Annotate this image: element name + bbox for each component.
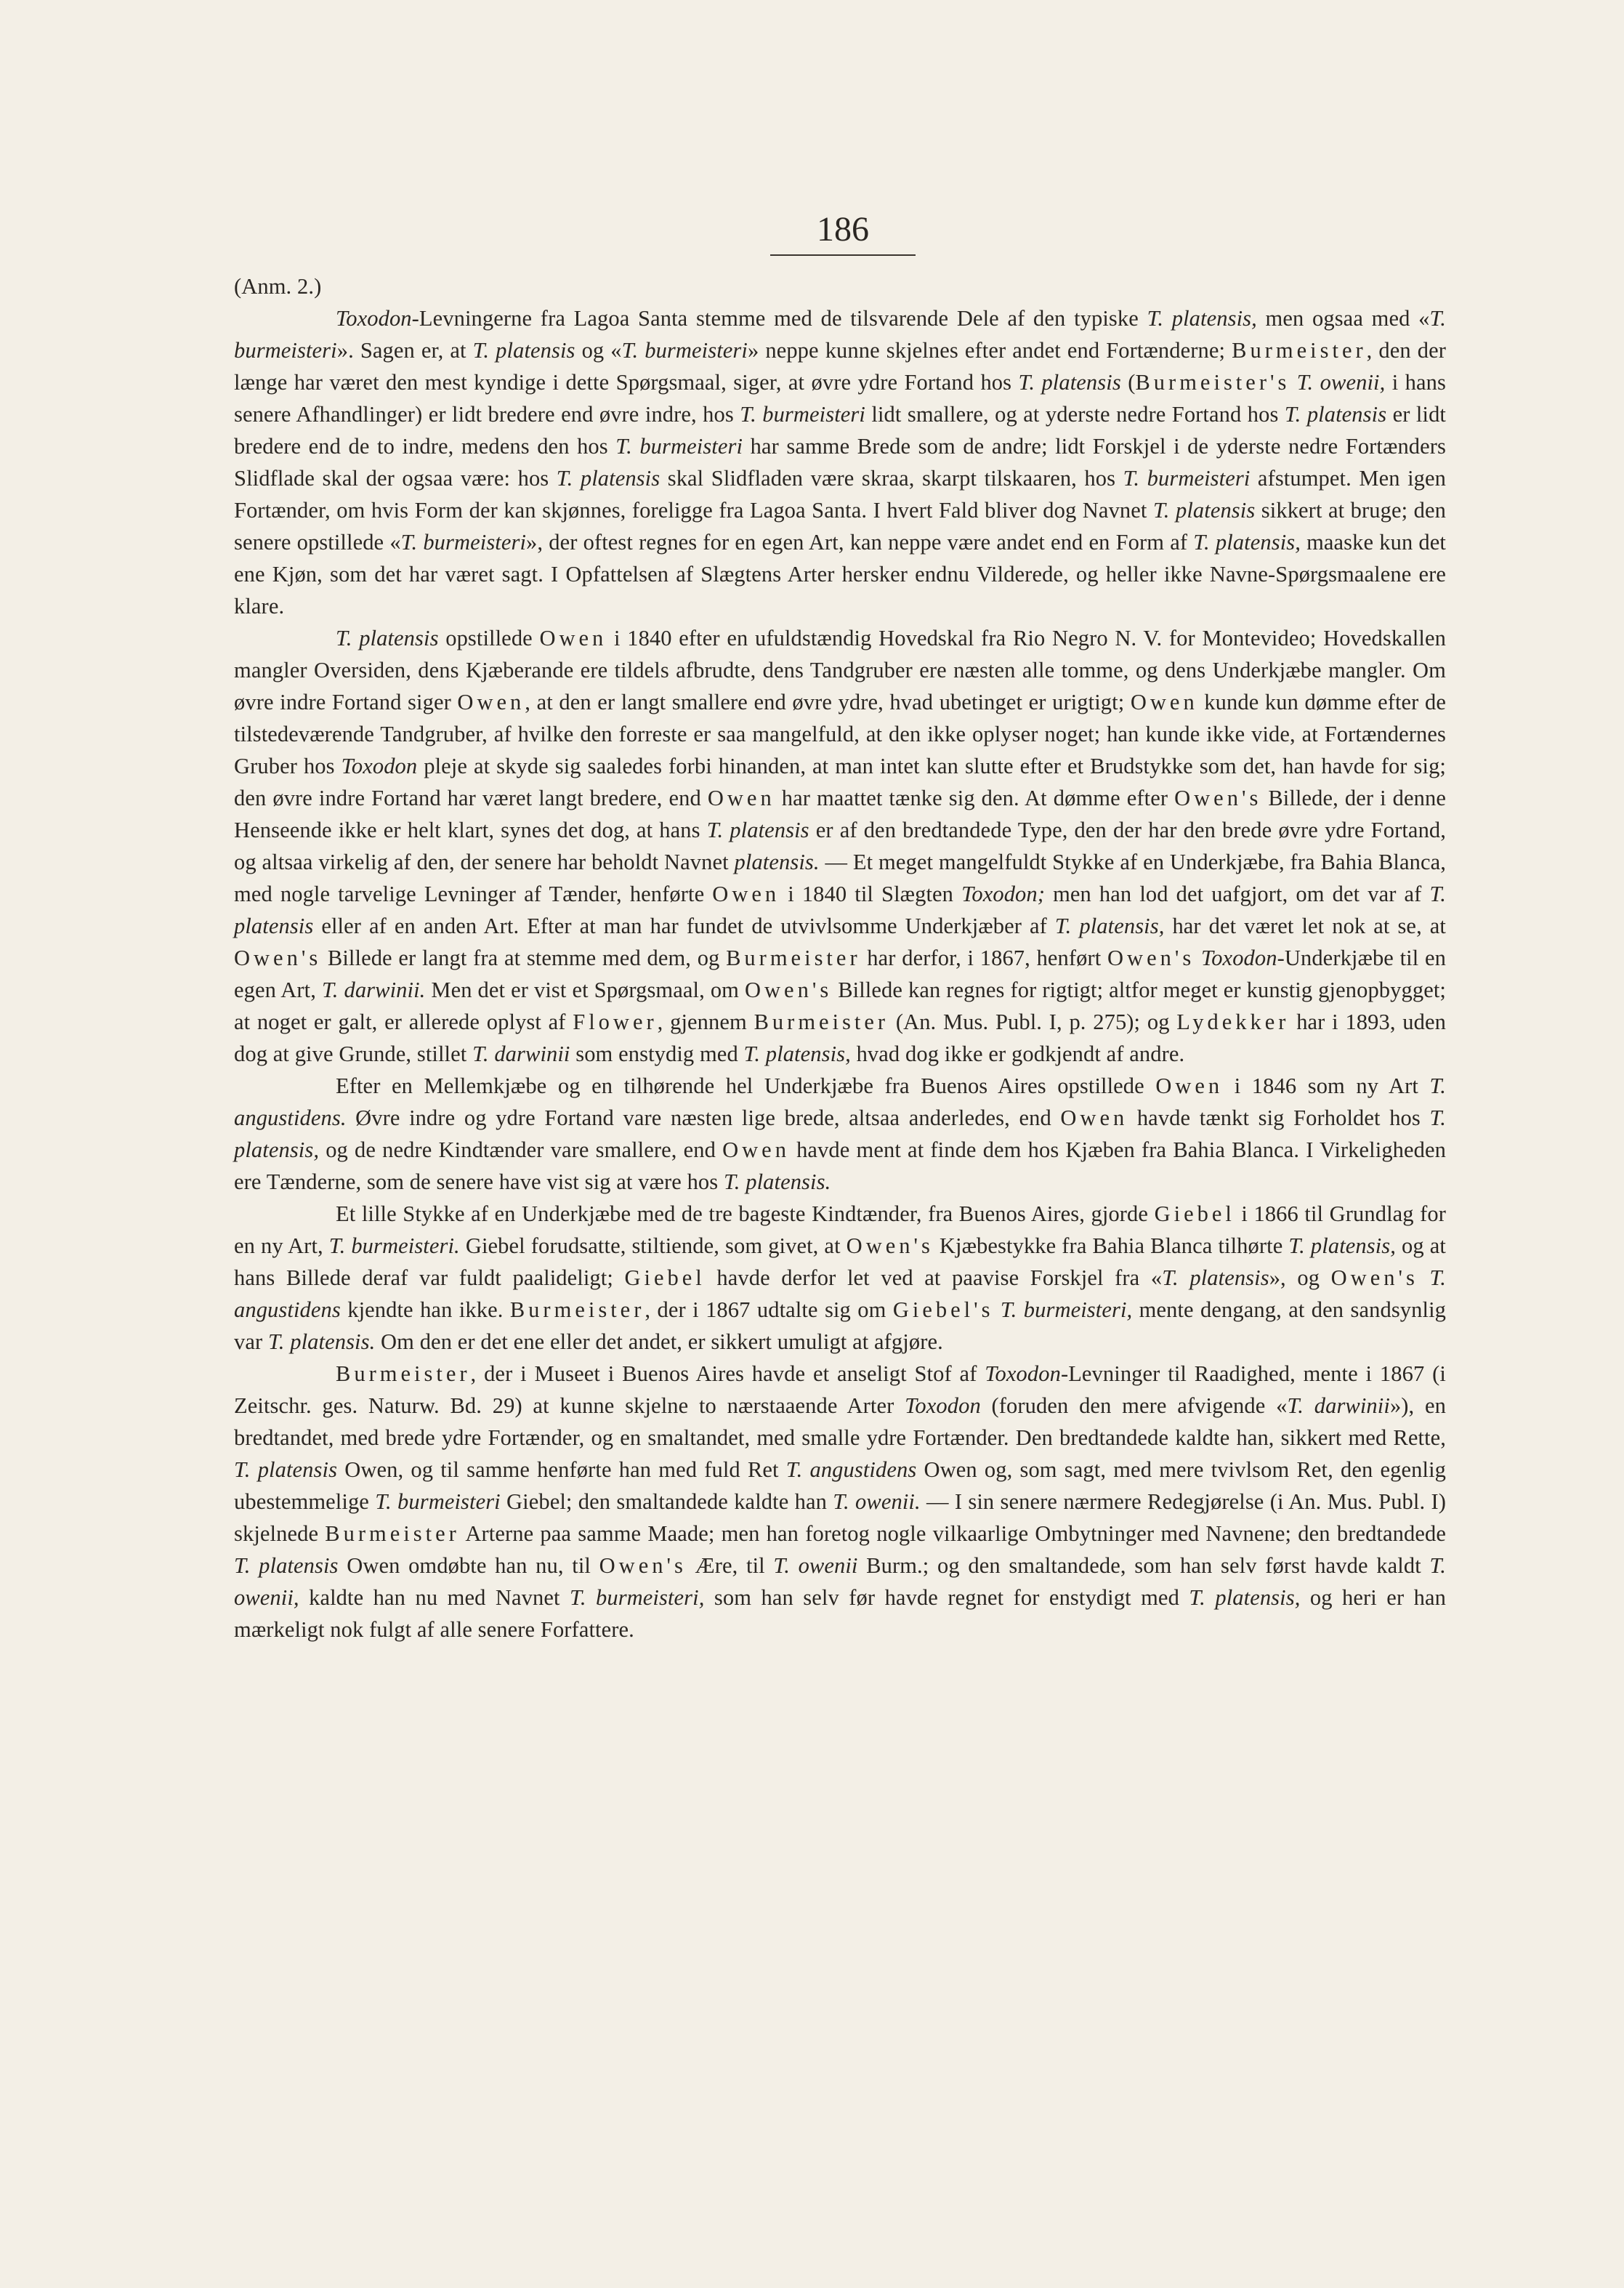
text-run: — Et meget mangelfuldt Stykke af en Underkjæbe, fra Bahia Blanca, med nogle tarvelige Levninger af Tænder, henførte bbox=[234, 850, 1446, 906]
text-run: Owen omdøbte han nu, til bbox=[338, 1553, 599, 1578]
text-run: » neppe kunne skjelnes efter andet end Fortænderne; bbox=[747, 338, 1232, 363]
spaced-name: Owen's bbox=[744, 978, 833, 1002]
italic-text: T. platensis, bbox=[1189, 1585, 1301, 1610]
italic-text: T. owenii, bbox=[234, 1553, 1446, 1610]
italic-text: T. darwinii bbox=[472, 1042, 570, 1066]
text-run: har samme Brede som de andre; lidt Forskjel i de yderste nedre Fortænders Slidflade skal der ogsaa være: hos bbox=[234, 434, 1447, 491]
italic-text: T. darwinii. bbox=[321, 978, 426, 1002]
text-run: har det været let nok at se, at bbox=[1164, 914, 1446, 938]
italic-text: Toxodon bbox=[336, 306, 412, 331]
text-run: som han selv før havde regnet for enstydigt med bbox=[704, 1585, 1189, 1610]
text-run: mente dengang, at den sandsynlig var bbox=[234, 1297, 1446, 1354]
italic-text: T. owenii. bbox=[833, 1489, 921, 1514]
text-run: skal Slidfladen være skraa, skarpt tilskaaren, hos bbox=[660, 466, 1123, 491]
text-run: har derfor, i 1867, henført bbox=[860, 946, 1108, 970]
text-run: har i 1893, uden dog at give Grunde, stillet bbox=[234, 1010, 1446, 1066]
spaced-name: Owen's bbox=[1174, 786, 1262, 810]
page-number-rule bbox=[770, 254, 916, 256]
text-run: ( bbox=[1120, 370, 1136, 395]
spaced-name: Owen bbox=[1130, 690, 1198, 714]
text-run: og heri er han mærkeligt nok fulgt af alle senere Forfattere. bbox=[234, 1585, 1446, 1642]
italic-text: Toxodon bbox=[341, 754, 418, 778]
spaced-name: Owen bbox=[1155, 1073, 1224, 1098]
text-run: — I sin senere nærmere Redegjørelse (i An. Mus. Publ. I) skjelnede bbox=[234, 1489, 1446, 1546]
text-run: Giebel; den smaltandede kaldte han bbox=[500, 1489, 833, 1514]
italic-text: T. platensis bbox=[1284, 402, 1387, 427]
text-run: Efter en Mellemkjæbe og en tilhørende hel Underkjæbe fra Buenos Aires opstillede bbox=[336, 1073, 1156, 1098]
spaced-name: Burmeister bbox=[336, 1361, 471, 1386]
spaced-name: Owen bbox=[707, 786, 775, 810]
spaced-name: Owen bbox=[1060, 1105, 1128, 1130]
text-run: men ogsaa med « bbox=[1256, 306, 1430, 331]
text-run: i 1840 til Slægten bbox=[780, 882, 962, 906]
text-run: Owen og, som sagt, med mere tvivlsom Ret, den egenlig ubestemmelige bbox=[234, 1457, 1446, 1514]
text-run: », og bbox=[1269, 1265, 1331, 1290]
italic-text: Toxodon bbox=[905, 1393, 981, 1418]
spaced-name: Owen's bbox=[234, 946, 322, 970]
text-run bbox=[1290, 370, 1296, 395]
spaced-name: Burmeister bbox=[726, 946, 861, 970]
italic-text: T. platensis bbox=[1162, 1265, 1269, 1290]
italic-text: T. platensis, bbox=[1147, 306, 1257, 331]
text-run: », der oftest regnes for en egen Art, kan neppe være andet end en Form af bbox=[526, 530, 1194, 555]
italic-text: T. platensis bbox=[1152, 498, 1256, 523]
italic-text: T. platensis bbox=[1018, 370, 1121, 395]
text-run: »), en bredtandet, med brede ydre Fortænder, og en smaltandet, med smalle ydre Fortænder. Den bredtandede kaldte han, sikkert med Rette, bbox=[234, 1393, 1446, 1450]
text-run: hvad dog ikke er godkjendt af andre. bbox=[850, 1042, 1185, 1066]
spaced-name: Owen's bbox=[846, 1233, 934, 1258]
paragraph bbox=[234, 622, 1446, 1070]
text-run: , gjennem bbox=[657, 1010, 754, 1034]
text-run: , at den er langt smallere end øvre ydre, hvad ubetinget er urigtigt; bbox=[525, 690, 1131, 714]
text-run: Arterne paa samme Maade; men han foretog nogle vilkaarlige Ombytninger med Navnene; den bredtandede bbox=[459, 1521, 1446, 1546]
italic-text: platensis. bbox=[734, 850, 820, 874]
text-run bbox=[993, 1297, 1000, 1322]
text-run: Billede, der i denne Henseende ikke er helt klart, synes det dog, at hans bbox=[234, 786, 1446, 842]
text-run: og de nedre Kindtænder vare smallere, end bbox=[319, 1137, 723, 1162]
spaced-name: Burmeister bbox=[1232, 338, 1367, 363]
italic-text: T. platensis, bbox=[1288, 1233, 1396, 1258]
italic-text: T. burmeisteri bbox=[400, 530, 527, 555]
spaced-name: Burmeister's bbox=[1135, 370, 1290, 395]
italic-text: T. angustidens bbox=[785, 1457, 917, 1482]
text-run: kjendte han ikke. bbox=[340, 1297, 510, 1322]
italic-text: T. burmeisteri bbox=[1123, 466, 1251, 491]
text-run: -Underkjæbe til en egen Art, bbox=[234, 946, 1446, 1002]
italic-text: Toxodon bbox=[1200, 946, 1277, 970]
text-run: Kjæbestykke fra Bahia Blanca tilhørte bbox=[933, 1233, 1289, 1258]
text-run: Om den er det ene eller det andet, er sikkert umuligt at afgjøre. bbox=[375, 1329, 943, 1354]
text-run: , der i Museet i Buenos Aires havde et anseligt Stof af bbox=[470, 1361, 985, 1386]
spaced-name: Giebel's bbox=[892, 1297, 994, 1322]
page-number: 186 bbox=[817, 210, 869, 249]
italic-text: T. owenii, bbox=[1296, 370, 1386, 395]
text-run: i 1840 efter en ufuldstændig Hovedskal fra Rio Negro N. V. for Montevideo; Hovedskallen mangler Oversiden, dens Kjæberande ere tildels afbrudte, dens Tandgruber ere næsten alle tomme, og dens Underkjæbe mangler. Om øvre indre Fortand siger bbox=[234, 626, 1446, 714]
paragraph bbox=[234, 1198, 1446, 1358]
italic-text: T. angustidens. bbox=[234, 1073, 1446, 1130]
spaced-name: Owen bbox=[722, 1137, 790, 1162]
text-run: Øvre indre og ydre Fortand vare næsten lige brede, altsaa anderledes, end bbox=[346, 1105, 1061, 1130]
italic-text: T. platensis bbox=[234, 1457, 338, 1482]
text-run: Owen, og til samme henførte han med fuld Ret bbox=[337, 1457, 786, 1482]
text-run: er af den bredtandede Type, den der har den brede øvre ydre Fortand, og altsaa virkelig af den, der senere har beholdt Navnet bbox=[234, 818, 1446, 874]
text-run: maaske kun det ene Kjøn, som det har været sagt. I Opfattelsen af Slægtens Arter hersker endnu Vilderede, og heller ikke Navne-Spørgsmaalene ere klare. bbox=[234, 530, 1446, 619]
spaced-name: Owen bbox=[457, 690, 525, 714]
text-run: Men det er vist et Spørgsmaal, om bbox=[425, 978, 745, 1002]
italic-text: T. burmeisteri. bbox=[328, 1233, 460, 1258]
italic-text: T. angustidens bbox=[234, 1265, 1446, 1322]
text-run: i hans senere Afhandlinger) er lidt bredere end øvre indre, hos bbox=[234, 370, 1446, 427]
italic-text: Toxodon bbox=[985, 1361, 1061, 1386]
text-run: opstillede bbox=[438, 626, 540, 650]
italic-text: T. platensis, bbox=[743, 1042, 851, 1066]
text-run: -Levningerne fra Lagoa Santa stemme med de tilsvarende Dele af den typiske bbox=[411, 306, 1147, 331]
text-run: Giebel forudsatte, stiltiende, som givet, at bbox=[459, 1233, 847, 1258]
italic-text: T. platensis bbox=[336, 626, 439, 650]
spaced-name: Giebel bbox=[1154, 1201, 1235, 1226]
text-run: , den der længe har været den mest kyndige i dette Spørgsmaal, siger, at øvre ydre Fortand hos bbox=[234, 338, 1447, 395]
text-run: (foruden den mere afvigende « bbox=[980, 1393, 1288, 1418]
text-run: har maattet tænke sig den. At dømme efter bbox=[775, 786, 1175, 810]
italic-text: T. platensis bbox=[234, 882, 1446, 938]
text-run: og « bbox=[575, 338, 622, 363]
note-label: (Anm. 2.) bbox=[234, 274, 322, 299]
text-run: kunde kun dømme efter de tilstedeværende Tandgruber, af hvilke den forreste er saa mangelfuld, at den ikke oplyser noget; han kunde ikke vide, at Fortændernes Gruber hos bbox=[234, 690, 1447, 778]
text-run: men han lod det uafgjort, om det var af bbox=[1045, 882, 1430, 906]
text-run bbox=[1195, 946, 1201, 970]
italic-text: T. burmeisteri bbox=[615, 434, 743, 459]
spaced-name: Owen bbox=[539, 626, 607, 650]
text-run: pleje at skyde sig saaledes forbi hinanden, at man intet kan slutte efter et Brudstykke som det, han havde for sig; den øvre indre Fortand har været langt bredere, end bbox=[234, 754, 1446, 810]
text-run: havde derfor let ved at paavise Forskjel fra « bbox=[705, 1265, 1163, 1290]
paragraph bbox=[234, 1070, 1446, 1198]
text-run: Et lille Stykke af en Underkjæbe med de tre bageste Kindtænder, fra Buenos Aires, gjorde bbox=[336, 1201, 1155, 1226]
spaced-name: Owen bbox=[712, 882, 780, 906]
text-run: som enstydig med bbox=[570, 1042, 744, 1066]
text-run: havde tænkt sig Forholdet hos bbox=[1128, 1105, 1430, 1130]
text-run: lidt smallere, og at yderste nedre Fortand hos bbox=[865, 402, 1285, 427]
italic-text: T. platensis bbox=[556, 466, 660, 491]
body-text bbox=[234, 270, 1446, 1645]
text-run: sikkert at bruge; den senere opstillede « bbox=[234, 498, 1447, 555]
text-run: afstumpet. Men igen Fortænder, om hvis Form der kan skjønnes, foreligge fra Lagoa Santa. I hvert Fald bliver dog Navnet bbox=[234, 466, 1446, 523]
spaced-name: Flower bbox=[573, 1010, 658, 1034]
text-run: (An. Mus. Publ. I, p. 275); og bbox=[889, 1010, 1177, 1034]
text-run: -Levninger til Raadighed, mente i 1867 (i Zeitschr. ges. Naturw. Bd. 29) at kunne skjelne to nærstaaende Arter bbox=[234, 1361, 1446, 1418]
text-run: i 1866 til Grundlag for en ny Art, bbox=[234, 1201, 1447, 1258]
spaced-name: Owen's bbox=[599, 1553, 687, 1578]
italic-text: T. platensis. bbox=[267, 1329, 376, 1354]
spaced-name: Giebel bbox=[624, 1265, 706, 1290]
text-run: og at hans Billede deraf var fuldt paalideligt; bbox=[234, 1233, 1446, 1290]
spaced-name: Burmeister bbox=[754, 1010, 889, 1034]
text-run: kaldte han nu med Navnet bbox=[299, 1585, 570, 1610]
text-run: Ære, til bbox=[686, 1553, 774, 1578]
text-run bbox=[1418, 1265, 1430, 1290]
italic-text: T. platensis, bbox=[1193, 530, 1301, 555]
italic-text: T. burmeisteri bbox=[740, 402, 865, 427]
italic-text: Toxodon; bbox=[961, 882, 1046, 906]
italic-text: T. burmeisteri, bbox=[1000, 1297, 1133, 1322]
italic-text: T. platensis, bbox=[1054, 914, 1165, 938]
paragraph bbox=[234, 302, 1446, 622]
italic-text: T. burmeisteri bbox=[375, 1489, 501, 1514]
spaced-name: Burmeister bbox=[325, 1521, 460, 1546]
text-run: Billede kan regnes for rigtigt; altfor meget er kunstig gjenopbygget; at noget er galt, er allerede oplyst af bbox=[234, 978, 1446, 1034]
text-run: i 1846 som ny Art bbox=[1223, 1073, 1430, 1098]
italic-text: T. burmeisteri, bbox=[570, 1585, 705, 1610]
italic-text: T. platensis bbox=[706, 818, 809, 842]
italic-text: T. burmeisteri bbox=[621, 338, 748, 363]
italic-text: T. platensis bbox=[472, 338, 575, 363]
italic-text: T. platensis bbox=[234, 1553, 339, 1578]
paragraph bbox=[234, 1358, 1446, 1645]
italic-text: T. owenii bbox=[773, 1553, 858, 1578]
text-run: eller af en anden Art. Efter at man har fundet de utvivlsomme Underkjæber af bbox=[313, 914, 1055, 938]
italic-text: T. platensis, bbox=[234, 1105, 1446, 1162]
spaced-name: Owen's bbox=[1330, 1265, 1418, 1290]
text-run: Billede er langt fra at stemme med dem, og bbox=[321, 946, 727, 970]
spaced-name: Owen's bbox=[1107, 946, 1195, 970]
text-run: ». Sagen er, at bbox=[336, 338, 473, 363]
text-run: , der i 1867 udtalte sig om bbox=[645, 1297, 893, 1322]
text-run: er lidt bredere end de to indre, medens den hos bbox=[234, 402, 1446, 459]
spaced-name: Lydekker bbox=[1176, 1010, 1290, 1034]
italic-text: T. darwinii bbox=[1287, 1393, 1390, 1418]
paragraphs bbox=[234, 302, 1446, 1645]
italic-text: T. platensis. bbox=[723, 1169, 831, 1194]
italic-text: T. burmeisteri bbox=[234, 306, 1446, 363]
text-run: havde ment at finde dem hos Kjæben fra Bahia Blanca. I Virkeligheden ere Tænderne, som de senere have vist sig at være hos bbox=[234, 1137, 1446, 1194]
spaced-name: Burmeister bbox=[509, 1297, 645, 1322]
text-run: Burm.; og den smaltandede, som han selv først havde kaldt bbox=[857, 1553, 1430, 1578]
